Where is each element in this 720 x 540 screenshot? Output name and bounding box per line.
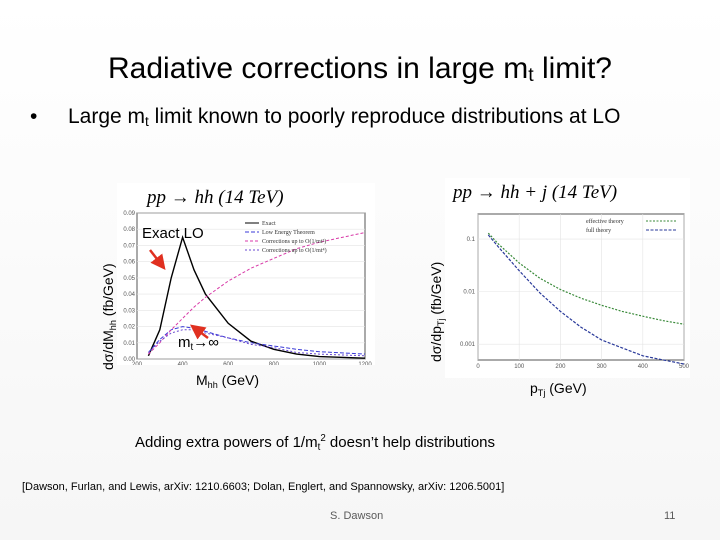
mt-infinity-arrow xyxy=(192,326,208,338)
reference-citation: [Dawson, Furlan, and Lewis, arXiv: 1210.6603; Dolan, Englert, and Spannowsky, arXiv: 1206.5001] xyxy=(22,481,505,493)
left-y-tick-label: 0.06 xyxy=(123,259,135,266)
exact-lo-arrow xyxy=(150,250,164,268)
left-x-tick-label: 400 xyxy=(177,362,188,365)
left-x-tick-label: 800 xyxy=(268,362,279,365)
left-legend-label: Exact xyxy=(262,221,276,227)
right-y-tick-label: 0.1 xyxy=(466,237,475,244)
right-x-tick-label: 100 xyxy=(514,364,525,370)
left-y-axis-label: $d\sigma/dM_{hh}$ (fb/GeV) xyxy=(100,263,118,370)
left-y-tick-label: 0.00 xyxy=(123,357,135,363)
bullet-text: Large $m_t$ limit known to poorly reproduce distributions at LO xyxy=(68,105,621,129)
right-x-tick-label: 0 xyxy=(476,364,480,370)
left-plot-header: pp → hh (14 TeV) xyxy=(147,187,284,208)
note-text: Adding extra powers of $1/m_t^2$ doesn’t help distributions xyxy=(135,433,496,453)
right-legend-label: full theory xyxy=(586,228,612,234)
left-legend-label: Corrections up to O(1/mt⁴) xyxy=(262,248,327,254)
right-x-tick-label: 300 xyxy=(596,364,607,370)
left-y-tick-label: 0.04 xyxy=(123,292,135,299)
bullet-icon: • xyxy=(30,105,38,128)
left-x-tick-label: 200 xyxy=(131,362,143,365)
left-x-tick-label: 1000 xyxy=(312,362,327,365)
footer-author: S. Dawson xyxy=(330,510,384,522)
left-y-tick-label: 0.08 xyxy=(123,227,135,234)
left-y-tick-label: 0.01 xyxy=(123,340,135,347)
left-y-tick-label: 0.07 xyxy=(123,243,135,250)
left-y-tick-label: 0.03 xyxy=(123,308,135,315)
page-number: 11 xyxy=(664,510,676,522)
left-x-tick-label: 600 xyxy=(223,362,234,365)
right-plot-header: pp → hh + j (14 TeV) xyxy=(453,182,618,203)
right-x-tick-label: 500 xyxy=(678,364,690,370)
left-x-tick-label: 1200 xyxy=(358,362,372,365)
left-y-tick-label: 0.09 xyxy=(123,211,135,217)
right-x-tick-label: 200 xyxy=(555,364,566,370)
left-legend-label: Low Energy Theorem xyxy=(262,230,315,236)
left-y-tick-label: 0.02 xyxy=(123,324,135,331)
slide-title: Radiative corrections in large $m_t$ limit? xyxy=(108,52,612,86)
right-y-axis-label: $d\sigma/dp_{Tj}$ (fb/GeV) xyxy=(428,261,446,362)
left-legend-label: Corrections up to O(1/mt²) xyxy=(262,239,327,245)
right-x-tick-label: 400 xyxy=(637,364,648,370)
left-y-tick-label: 0.05 xyxy=(123,275,135,282)
right-y-tick-label: 0.001 xyxy=(459,342,475,349)
exact-lo-annotation: Exact LO xyxy=(142,225,204,242)
right-legend-label: effective theory xyxy=(586,219,624,225)
left-x-axis-label: $M_{hh}$ (GeV) xyxy=(196,372,260,390)
right-y-tick-label: 0.01 xyxy=(463,289,475,296)
mt-infinity-annotation: $m_t\to\infty$ xyxy=(178,334,219,353)
right-x-axis-label: $p_{Tj}$ (GeV) xyxy=(530,380,587,398)
